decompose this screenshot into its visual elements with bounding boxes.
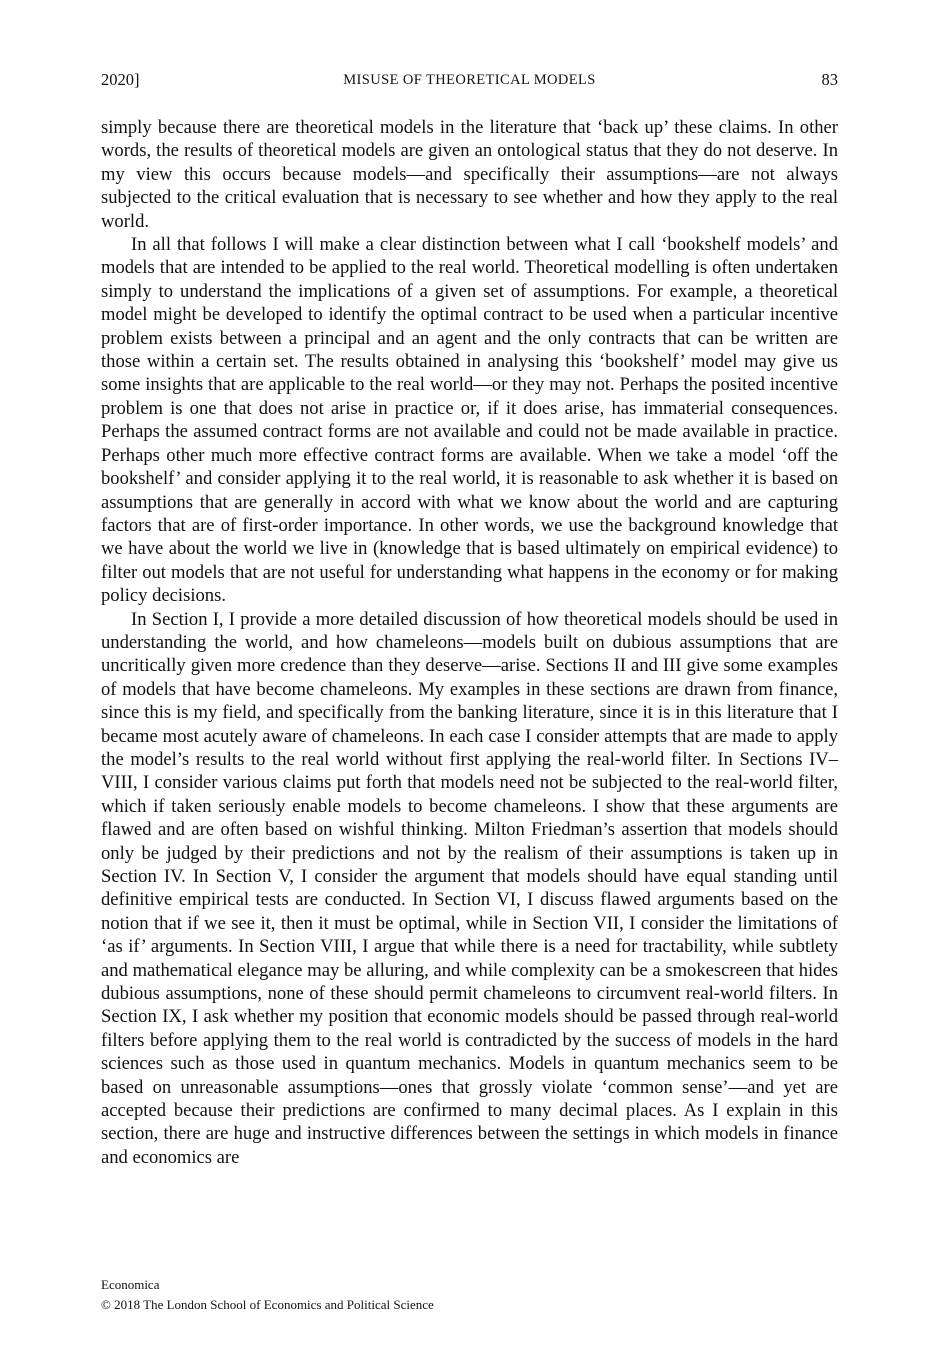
paragraph-continued: simply because there are theoretical models in the literature that ‘back up’ these claims. In other words, the results of theoretical models are given an ontological status that they do not deserve. In my view this occurs because models—and specifically their assumptions—are not always subjected to the critical evaluation that is necessary to see whether and how they apply to the real world.: [101, 117, 838, 232]
paragraph-section-overview: In Section I, I provide a more detailed discussion of how theoretical models should be used in understanding the world, and how chameleons—models built on dubious assumptions that are uncritically given more credence than they deserve—arise. Sections II and III give some examples of models that have become chameleons. My examples in these sections are drawn from finance, since this is my field, and specifically from the banking literature, since it is in this literature that I became most acutely aware of chameleons. In each case I consider attempts that are made to apply the model’s results to the real world without first applying the real-world filter. In Sections IV–VIII, I consider various claims put forth that models need not be subjected to the real-world filter, which if taken seriously enable models to become chameleons. I show that these arguments are flawed and are often based on wishful thinking. Milton Friedman’s assertion that models should only be judged by their predictions and not by the realism of their assumptions is taken up in Section IV. In Section V, I consider the argument that models should have equal standing until definitive empirical tests are conducted. In Section VI, I discuss flawed arguments based on the notion that if we see it, then it must be optimal, while in Section VII, I consider the limitations of ‘as if’ arguments. In Section VIII, I argue that while there is a need for tractability, while subtlety and mathematical elegance may be alluring, and while complexity can be a smokescreen that hides dubious assumptions, none of these should permit chameleons to circumvent real-world filters. In Section IX, I ask whether my position that economic models should be passed through real-world filters before applying them to the real world is contradicted by the success of models in the hard sciences such as those used in quantum mechanics. Models in quantum mechanics seem to be based on unreasonable assumptions—ones that grossly violate ‘common sense’—and yet are accepted because their predictions are confirmed to many decimal places. As I explain in this section, there are huge and instructive differences between the settings in which models in finance and economics are: [101, 608, 838, 1168]
page-number: 83: [821, 70, 838, 89]
footer-journal: Economica: [101, 1277, 160, 1292]
header-title: MISUSE OF THEORETICAL MODELS: [343, 72, 596, 88]
page-footer: [101, 1275, 434, 1315]
header-year: 2020]: [101, 70, 140, 89]
paragraph-bookshelf-models: In all that follows I will make a clear distinction between what I call ‘bookshelf models’ and models that are intended to be applied to the real world. Theoretical modelling is often undertaken simply to understand the implications of a given set of assumptions. For example, a theoretical model might be developed to identify the optimal contract to be used when a particular incentive problem exists between a principal and an agent and the only contracts that can be written are those within a certain set. The results obtained in analysing this ‘bookshelf’ model may give us some insights that are applicable to the real world—or they may not. Perhaps the posited incentive problem is one that does not arise in practice or, if it does arise, has immaterial consequences. Perhaps the assumed contract forms are not available and could not be made available in practice. Perhaps other much more effective contract forms are available. When we take a model ‘off the bookshelf’ and consider applying it to the real world, it is reasonable to ask whether it is based on assumptions that are generally in accord with what we know about the world and are capturing factors that are of first-order importance. In other words, we use the background knowledge that we have about the world we live in (knowledge that is based ultimately on empirical evidence) to filter out models that are not useful for understanding what happens in the economy or for making policy decisions.: [101, 234, 838, 607]
footer-copyright: © 2018 The London School of Economics and Political Science: [101, 1297, 434, 1312]
body-text: [101, 116, 838, 1169]
running-head: [101, 70, 838, 94]
